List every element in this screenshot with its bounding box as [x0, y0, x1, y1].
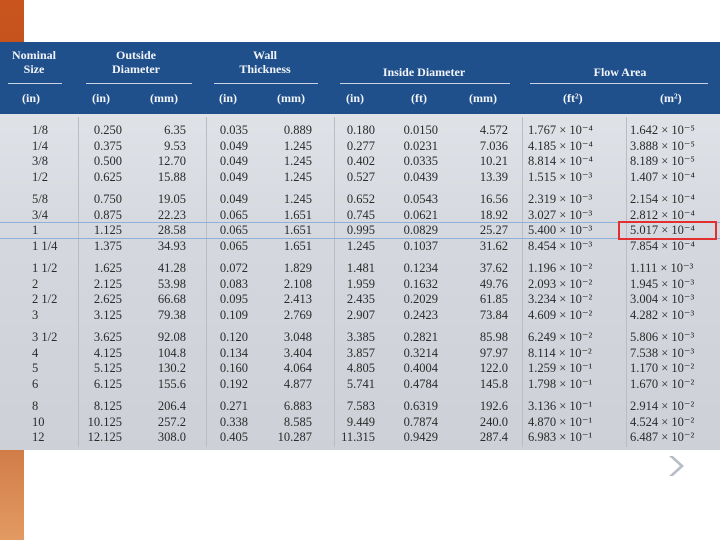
cell-flow-m2: 1.642 × 10⁻⁵	[630, 123, 695, 137]
cell-flow-m2: 3.004 × 10⁻³	[630, 292, 695, 306]
cell-inside-mm: 7.036	[479, 138, 508, 153]
cell-inside-mm: 85.98	[479, 330, 508, 344]
cell-inside-in: 7.583	[346, 399, 375, 413]
cell-nominal-size: 5/8	[32, 192, 48, 206]
unit-wall-in: (in)	[219, 91, 237, 105]
header-wall-thickness: Wall Thickness	[239, 48, 291, 76]
cell-outside-mm: 9.53	[164, 138, 186, 153]
cell-outside-in: 2.125	[93, 276, 122, 291]
unit-inside-ft: (ft)	[411, 91, 427, 105]
cell-nominal-size: 4	[32, 345, 39, 360]
cell-flow-ft2: 1.515 × 10⁻³	[528, 169, 593, 184]
cell-flow-ft2: 6.983 × 10⁻¹	[528, 430, 593, 444]
cell-inside-in: 1.959	[346, 276, 375, 291]
cell-inside-in: 0.745	[346, 207, 375, 222]
cell-outside-in: 0.500	[93, 154, 122, 168]
cell-flow-ft2: 4.609 × 10⁻²	[528, 307, 593, 322]
cell-wall-mm: 0.889	[283, 123, 312, 137]
cell-wall-mm: 1.829	[283, 261, 312, 275]
cell-outside-in: 8.125	[93, 399, 122, 413]
column-divider	[78, 117, 79, 447]
cell-nominal-size: 6	[32, 376, 39, 391]
cell-flow-ft2: 1.196 × 10⁻²	[528, 261, 593, 275]
cell-flow-ft2: 8.114 × 10⁻²	[528, 345, 592, 360]
cell-outside-in: 3.125	[93, 307, 122, 322]
cell-wall-in: 0.083	[219, 276, 248, 291]
cell-inside-in: 3.385	[346, 330, 375, 344]
unit-outside-in: (in)	[92, 91, 110, 105]
cell-outside-in: 0.875	[93, 207, 122, 222]
cell-inside-ft: 0.9429	[403, 430, 438, 444]
column-divider	[334, 117, 335, 447]
cell-inside-in: 0.402	[346, 154, 375, 168]
cell-inside-ft: 0.4784	[403, 376, 438, 391]
cell-inside-in: 0.180	[346, 123, 375, 137]
column-divider	[522, 117, 523, 447]
column-divider	[206, 117, 207, 447]
cell-flow-m2: 5.806 × 10⁻³	[630, 330, 695, 344]
cell-inside-mm: 145.8	[479, 376, 508, 391]
cell-inside-mm: 18.92	[479, 207, 508, 222]
cell-inside-mm: 49.76	[479, 276, 508, 291]
cell-wall-mm: 2.769	[283, 307, 312, 322]
header-outside-diameter: Outside Diameter	[112, 48, 160, 76]
column-divider	[626, 117, 627, 447]
cell-outside-mm: 79.38	[157, 307, 186, 322]
cell-flow-ft2: 6.249 × 10⁻²	[528, 330, 593, 344]
header-rule	[86, 83, 192, 84]
header-flow-area: Flow Area	[593, 65, 647, 79]
cell-nominal-size: 10	[32, 414, 45, 429]
cell-inside-ft: 0.2029	[403, 292, 438, 306]
cell-nominal-size: 2 1/2	[32, 292, 58, 306]
cell-nominal-size: 1/8	[32, 123, 48, 137]
cell-wall-mm: 1.245	[283, 169, 312, 184]
cell-inside-mm: 4.572	[479, 123, 508, 137]
cell-inside-in: 3.857	[346, 345, 375, 360]
cell-inside-ft: 0.0231	[403, 138, 438, 153]
cell-inside-ft: 0.1037	[403, 238, 438, 253]
cell-inside-in: 11.315	[341, 430, 375, 444]
cell-nominal-size: 1 1/2	[32, 261, 58, 275]
cell-nominal-size: 1/2	[32, 169, 48, 184]
cell-wall-in: 0.035	[219, 123, 248, 137]
cell-flow-ft2: 2.319 × 10⁻³	[528, 192, 593, 206]
cell-flow-m2: 1.170 × 10⁻²	[630, 361, 695, 375]
cell-wall-in: 0.049	[219, 154, 248, 168]
cell-inside-ft: 0.0829	[403, 223, 438, 237]
cell-flow-ft2: 5.400 × 10⁻³	[528, 223, 593, 237]
cell-inside-mm: 240.0	[479, 414, 508, 429]
cell-flow-m2: 6.487 × 10⁻²	[630, 430, 695, 444]
cell-inside-in: 5.741	[346, 376, 375, 391]
cell-wall-mm: 1.245	[283, 192, 312, 206]
cell-inside-ft: 0.0150	[403, 123, 438, 137]
cell-flow-m2: 1.111 × 10⁻³	[630, 261, 694, 275]
cell-outside-mm: 12.70	[157, 154, 186, 168]
cell-outside-in: 0.750	[93, 192, 122, 206]
cell-outside-mm: 155.6	[157, 376, 186, 391]
cell-inside-mm: 192.6	[479, 399, 508, 413]
cell-inside-ft: 0.7874	[403, 414, 438, 429]
cell-outside-in: 3.625	[93, 330, 122, 344]
cell-flow-m2: 3.888 × 10⁻⁵	[630, 138, 695, 153]
cell-flow-m2: 7.538 × 10⁻³	[630, 345, 695, 360]
cell-inside-ft: 0.0621	[403, 207, 438, 222]
cell-wall-in: 0.065	[219, 238, 248, 253]
cell-outside-mm: 104.8	[157, 345, 186, 360]
cell-wall-in: 0.405	[219, 430, 248, 444]
cell-outside-in: 0.625	[93, 169, 122, 184]
cell-inside-mm: 287.4	[479, 430, 508, 444]
cell-inside-ft: 0.0543	[403, 192, 438, 206]
header-rule	[214, 83, 318, 84]
cell-inside-ft: 0.2821	[403, 330, 438, 344]
cell-nominal-size: 8	[32, 399, 39, 413]
cell-wall-in: 0.192	[219, 376, 248, 391]
cell-outside-in: 1.375	[93, 238, 122, 253]
cell-flow-ft2: 3.027 × 10⁻³	[528, 207, 593, 222]
cell-wall-in: 0.271	[219, 399, 248, 413]
cell-flow-m2: 4.524 × 10⁻²	[630, 414, 695, 429]
cell-flow-ft2: 3.234 × 10⁻²	[528, 292, 593, 306]
cell-wall-mm: 3.404	[283, 345, 312, 360]
header-rule	[8, 83, 62, 84]
pipe-table-image	[0, 42, 720, 450]
cell-outside-mm: 308.0	[157, 430, 186, 444]
cell-flow-ft2: 4.185 × 10⁻⁴	[528, 138, 593, 153]
cell-inside-mm: 25.27	[479, 223, 508, 237]
cell-flow-ft2: 8.814 × 10⁻⁴	[528, 154, 593, 168]
cell-wall-mm: 8.585	[283, 414, 312, 429]
cell-outside-in: 1.625	[93, 261, 122, 275]
cell-inside-mm: 16.56	[479, 192, 508, 206]
cell-nominal-size: 1	[32, 223, 39, 237]
unit-wall-mm: (mm)	[277, 91, 305, 105]
cell-flow-m2: 1.407 × 10⁻⁴	[630, 169, 695, 184]
header-rule	[340, 83, 510, 84]
cell-nominal-size: 3/8	[32, 154, 48, 168]
cell-outside-mm: 206.4	[157, 399, 186, 413]
cell-inside-in: 0.277	[346, 138, 375, 153]
cell-outside-in: 5.125	[93, 361, 122, 375]
header-rule	[530, 83, 708, 84]
chevron-right-icon[interactable]	[664, 454, 686, 478]
cell-outside-mm: 34.93	[157, 238, 186, 253]
cell-wall-in: 0.049	[219, 138, 248, 153]
cell-outside-mm: 28.58	[157, 223, 186, 237]
cell-nominal-size: 5	[32, 361, 39, 375]
unit-flow-m2: (m²)	[660, 91, 682, 105]
cell-inside-mm: 122.0	[479, 361, 508, 375]
cell-nominal-size: 3 1/2	[32, 330, 58, 344]
header-nominal-size: Nominal Size	[11, 48, 56, 76]
cell-wall-in: 0.065	[219, 223, 248, 237]
cell-wall-in: 0.120	[219, 330, 248, 344]
cell-flow-ft2: 8.454 × 10⁻³	[528, 238, 593, 253]
cell-outside-mm: 66.68	[157, 292, 186, 306]
cell-inside-in: 0.652	[346, 192, 375, 206]
unit-outside-mm: (mm)	[150, 91, 178, 105]
cell-outside-mm: 19.05	[157, 192, 186, 206]
cell-flow-m2: 5.017 × 10⁻⁴	[630, 223, 695, 237]
highlight-box	[618, 221, 717, 240]
cell-wall-in: 0.065	[219, 207, 248, 222]
cell-inside-ft: 0.3214	[403, 345, 438, 360]
cell-wall-in: 0.049	[219, 169, 248, 184]
cell-wall-mm: 6.883	[283, 399, 312, 413]
cell-flow-m2: 7.854 × 10⁻⁴	[630, 238, 695, 253]
cell-nominal-size: 1/4	[32, 138, 48, 153]
cell-outside-in: 1.125	[93, 223, 122, 237]
cell-wall-mm: 1.651	[283, 223, 312, 237]
cell-nominal-size: 3	[32, 307, 39, 322]
cell-inside-in: 1.481	[346, 261, 375, 275]
cell-wall-in: 0.072	[219, 261, 248, 275]
header-inside-diameter: Inside Diameter	[382, 65, 466, 79]
cell-wall-mm: 1.245	[283, 138, 312, 153]
cell-flow-m2: 8.189 × 10⁻⁵	[630, 154, 695, 168]
unit-nominal-in: (in)	[22, 91, 40, 105]
cell-outside-mm: 92.08	[157, 330, 186, 344]
cell-flow-ft2: 3.136 × 10⁻¹	[528, 399, 593, 413]
cell-outside-mm: 53.98	[157, 276, 186, 291]
cell-inside-mm: 97.97	[479, 345, 508, 360]
cell-wall-mm: 1.245	[283, 154, 312, 168]
cell-wall-mm: 10.287	[277, 430, 312, 444]
cell-flow-ft2: 1.259 × 10⁻¹	[528, 361, 593, 375]
cell-outside-in: 6.125	[93, 376, 122, 391]
cell-inside-mm: 31.62	[479, 238, 508, 253]
unit-inside-in: (in)	[346, 91, 364, 105]
cell-inside-in: 9.449	[346, 414, 375, 429]
cell-wall-mm: 1.651	[283, 207, 312, 222]
cell-nominal-size: 12	[32, 430, 45, 444]
cell-nominal-size: 2	[32, 276, 39, 291]
cell-outside-mm: 257.2	[157, 414, 186, 429]
cell-flow-ft2: 4.870 × 10⁻¹	[528, 414, 593, 429]
cell-inside-ft: 0.1632	[403, 276, 438, 291]
cell-flow-ft2: 2.093 × 10⁻²	[528, 276, 593, 291]
cell-outside-in: 2.625	[93, 292, 122, 306]
cell-wall-mm: 3.048	[283, 330, 312, 344]
cell-inside-mm: 10.21	[479, 154, 508, 168]
table-header-band	[0, 42, 720, 114]
cell-nominal-size: 1 1/4	[32, 238, 58, 253]
cell-outside-mm: 130.2	[157, 361, 186, 375]
cell-wall-mm: 2.108	[283, 276, 312, 291]
cell-inside-mm: 73.84	[479, 307, 508, 322]
cell-inside-mm: 37.62	[479, 261, 508, 275]
cell-outside-in: 10.125	[87, 414, 122, 429]
unit-flow-ft2: (ft²)	[563, 91, 583, 105]
cell-inside-ft: 0.4004	[403, 361, 438, 375]
cell-inside-in: 2.907	[346, 307, 375, 322]
cell-nominal-size: 3/4	[32, 207, 48, 222]
cell-outside-mm: 15.88	[157, 169, 186, 184]
cell-flow-ft2: 1.798 × 10⁻¹	[528, 376, 593, 391]
cell-flow-m2: 1.670 × 10⁻²	[630, 376, 695, 391]
cell-inside-ft: 0.0335	[403, 154, 438, 168]
cell-inside-ft: 0.6319	[403, 399, 438, 413]
cell-wall-in: 0.160	[219, 361, 248, 375]
cell-wall-mm: 4.877	[283, 376, 312, 391]
cell-flow-m2: 2.812 × 10⁻⁴	[630, 207, 695, 222]
cell-inside-mm: 13.39	[479, 169, 508, 184]
cell-outside-mm: 22.23	[157, 207, 186, 222]
cell-outside-mm: 41.28	[157, 261, 186, 275]
cell-wall-in: 0.338	[219, 414, 248, 429]
cell-inside-ft: 0.0439	[403, 169, 438, 184]
cell-inside-ft: 0.1234	[403, 261, 438, 275]
cell-inside-in: 0.995	[346, 223, 375, 237]
cell-outside-in: 4.125	[93, 345, 122, 360]
cell-wall-mm: 4.064	[283, 361, 312, 375]
cell-outside-in: 0.375	[93, 138, 122, 153]
cell-flow-m2: 2.914 × 10⁻²	[630, 399, 695, 413]
unit-inside-mm: (mm)	[469, 91, 497, 105]
cell-inside-mm: 61.85	[479, 292, 508, 306]
cell-wall-in: 0.109	[219, 307, 248, 322]
cell-wall-mm: 2.413	[283, 292, 312, 306]
cell-flow-ft2: 1.767 × 10⁻⁴	[528, 123, 593, 137]
cell-outside-in: 0.250	[93, 123, 122, 137]
cell-inside-in: 0.527	[346, 169, 375, 184]
cell-inside-in: 1.245	[346, 238, 375, 253]
cell-flow-m2: 2.154 × 10⁻⁴	[630, 192, 695, 206]
cell-wall-in: 0.095	[219, 292, 248, 306]
cell-inside-in: 2.435	[346, 292, 375, 306]
cell-flow-m2: 1.945 × 10⁻³	[630, 276, 695, 291]
cell-wall-mm: 1.651	[283, 238, 312, 253]
cell-wall-in: 0.049	[219, 192, 248, 206]
cell-wall-in: 0.134	[219, 345, 248, 360]
cell-inside-ft: 0.2423	[403, 307, 438, 322]
cell-outside-in: 12.125	[87, 430, 122, 444]
cell-inside-in: 4.805	[346, 361, 375, 375]
cell-outside-mm: 6.35	[164, 123, 186, 137]
cell-flow-m2: 4.282 × 10⁻³	[630, 307, 695, 322]
